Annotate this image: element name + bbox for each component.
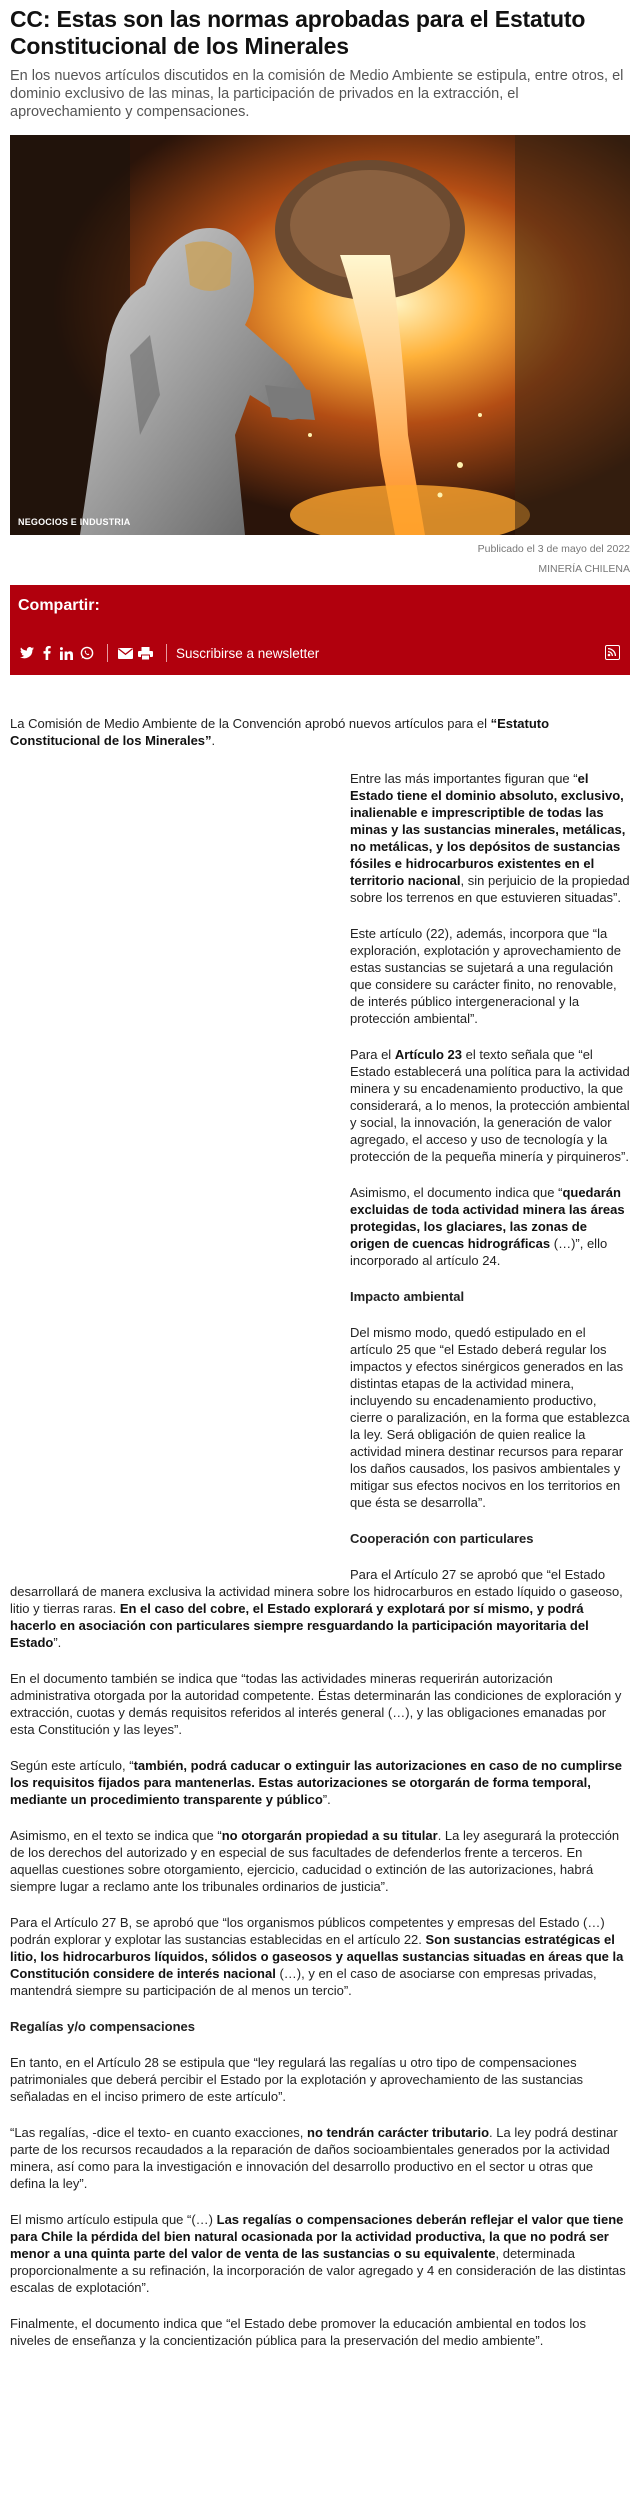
article-side-column xyxy=(350,770,630,1547)
linkedin-icon[interactable] xyxy=(58,645,75,662)
publish-date: Publicado el 3 de mayo del 2022 xyxy=(477,543,630,555)
foundry-worker-illustration xyxy=(10,135,630,535)
paragraph: Este artículo (22), además, incorpora que “la exploración, explotación y aprovechamiento de estas sustancias se sujetará a una regulación que considere su carácter finito, no renovable, de interés público intergeneracional y la protección ambiental”. xyxy=(350,926,622,1026)
paragraph: Para el Artículo 27 B, se aprobó que “los organismos públicos competentes y empresas del Estado (…) podrán explorar y explotar las sustancias establecidas en el artículo 22. Son sustancias estratégicas el litio, los hidrocarburos líquidos, sólidos o gaseosos y aquellas sustancias situadas en áreas que la Constitución considere de interés nacional (…), y en el caso de asociarse con empresas privadas, mantendrá siempre su participación de al menos un tercio”. xyxy=(10,1915,624,1998)
page-title: CC: Estas son las normas aprobadas para el Estatuto Constitucional de los Minerales xyxy=(10,6,586,59)
paragraph: En tanto, en el Artículo 28 se estipula que “ley regulará las regalías u otro tipo de compensaciones patrimoniales que deberá percibir el Estado por la explotación y aprovechamiento de las sustancias señaladas en el inciso primero de este artículo”. xyxy=(10,2055,584,2104)
publication-meta xyxy=(10,539,630,579)
share-box xyxy=(10,585,630,675)
rss-icon[interactable] xyxy=(605,645,620,660)
print-icon[interactable] xyxy=(137,645,154,662)
section-heading: Cooperación con particulares xyxy=(350,1531,534,1546)
paragraph: Para el Artículo 23 el texto señala que “el Estado establecerá una política para la actividad minera y su encadenamiento productivo, la que considerará, a lo menos, la protección ambiental y social, la innovación, la generación de valor agregado, el acceso y uso de tecnología y la protección de la pequeña minería y pirquineros”. xyxy=(350,1047,630,1164)
share-title: Compartir: xyxy=(18,597,100,614)
toolbar-divider xyxy=(166,644,167,662)
hero-image xyxy=(10,135,630,535)
category-tag[interactable]: NEGOCIOS E INDUSTRIA xyxy=(18,517,131,527)
twitter-icon[interactable] xyxy=(18,645,35,662)
paragraph: Del mismo modo, quedó estipulado en el artículo 25 que “el Estado deberá regular los impactos y efectos sinérgicos generados en las distintas etapas de la actividad minera, incluyendo su encadenamiento productivo, cierre o paralización, en la forma que establezca la ley. Será obligación de quien realice la actividad minera destinar recursos para reparar los daños causados, los pasivos ambientales y mitigar sus efectos nocivos en los territorios en que ésta se desarrolla”. xyxy=(350,1325,630,1510)
toolbar-divider xyxy=(107,644,108,662)
paragraph: El mismo artículo estipula que “(…) Las regalías o compensaciones deberán reflejar el valor que tiene para Chile la pérdida del bien natural ocasionada por la actividad productiva, la que no podrá ser menor a una quinta parte del valor de venta de las sustancias o su equivalente, determinada proporcionalmente a su refinación, la incorporación de valor agregado y 4 en consideración de las distintas escalas de explotación”. xyxy=(10,2212,626,2295)
newsletter-link[interactable]: Suscribirse a newsletter xyxy=(176,645,320,661)
paragraph: “Las regalías, -dice el texto- en cuanto exacciones, no tendrán carácter tributario. La ley podrá destinar parte de los recursos recaudados a la reparación de daños socioambientales generados por la actividad minera, así como para la investigación e innovación del desarrollo productivo en el sector u otras que defina la ley”. xyxy=(10,2125,618,2191)
section-heading: Regalías y/o compensaciones xyxy=(10,2019,195,2034)
paragraph: Entre las más importantes figuran que “el Estado tiene el dominio absoluto, exclusivo, inalienable e imprescriptible de todas las minas y las sustancias minerales, metálicas, no metálicas, y los depósitos de sustancias fósiles e hidrocarburos existentes en el territorio nacional, sin perjuicio de la propiedad sobre los terrenos en que estuvieren situadas”. xyxy=(350,771,630,905)
article-body xyxy=(10,715,630,2349)
paragraph: Asimismo, el documento indica que “quedarán excluidas de toda actividad minera las áreas protegidas, los glaciares, las zonas de origen de cuencas hidrográficas (…)”, ello incorporado al artículo 24. xyxy=(350,1185,625,1268)
facebook-icon[interactable] xyxy=(38,645,55,662)
email-icon[interactable] xyxy=(117,645,134,662)
paragraph: Asimismo, en el texto se indica que “no otorgarán propiedad a su titular. La ley asegurará la protección de los derechos del autorizado y en especial de sus facultades de defenderlos frente a terceros. En aquellas cuestiones sobre otorgamiento, ejercicio, caducidad o extinción de las autorizaciones, habrá siempre lugar a reclamo ante los tribunales ordinarios de justicia”. xyxy=(10,1828,620,1894)
share-toolbar xyxy=(18,640,622,666)
source-name: MINERÍA CHILENA xyxy=(538,563,630,575)
paragraph: Según este artículo, “también, podrá caducar o extinguir las autorizaciones en caso de no cumplirse los requisitos fijados para mantenerlas. Estas autorizaciones se otorgarán de forma temporal, mediante un procedimiento transparente y público”. xyxy=(10,1758,622,1807)
whatsapp-icon[interactable] xyxy=(78,645,95,662)
lead-paragraph: En los nuevos artículos discutidos en la comisión de Medio Ambiente se estipula, entre otros, el dominio exclusivo de las minas, la participación de privados en la extracción, el aprovechamiento y compensaciones. xyxy=(10,68,624,120)
paragraph: En el documento también se indica que “todas las actividades mineras requerirán autorización administrativa otorgada por la autoridad competente. Éstas determinarán las condiciones de exploración y extracción, cuotas y demás requisitos referidos al interés general (…), y las obligaciones emanadas por esta Constitución y las leyes”. xyxy=(10,1671,622,1737)
paragraph: Finalmente, el documento indica que “el Estado debe promover la educación ambiental en todos los niveles de enseñanza y la concientización pública para la preservación del medio ambiente”. xyxy=(10,2316,586,2348)
paragraph: Para el Artículo 27 se aprobó que “el Estado desarrollará de manera exclusiva la actividad minera sobre los hidrocarburos en estado líquido o gaseoso, litio y tierras raras. En el caso del cobre, el Estado explorará y explotará por sí mismo, y podrá hacerlo en asociación con particulares siempre resguardando la participación mayoritaria del Estado”. xyxy=(10,1567,623,1650)
section-heading: Impacto ambiental xyxy=(350,1289,465,1304)
paragraph: La Comisión de Medio Ambiente de la Convención aprobó nuevos artículos para el “Estatuto Constitucional de los Minerales”. xyxy=(10,716,550,748)
